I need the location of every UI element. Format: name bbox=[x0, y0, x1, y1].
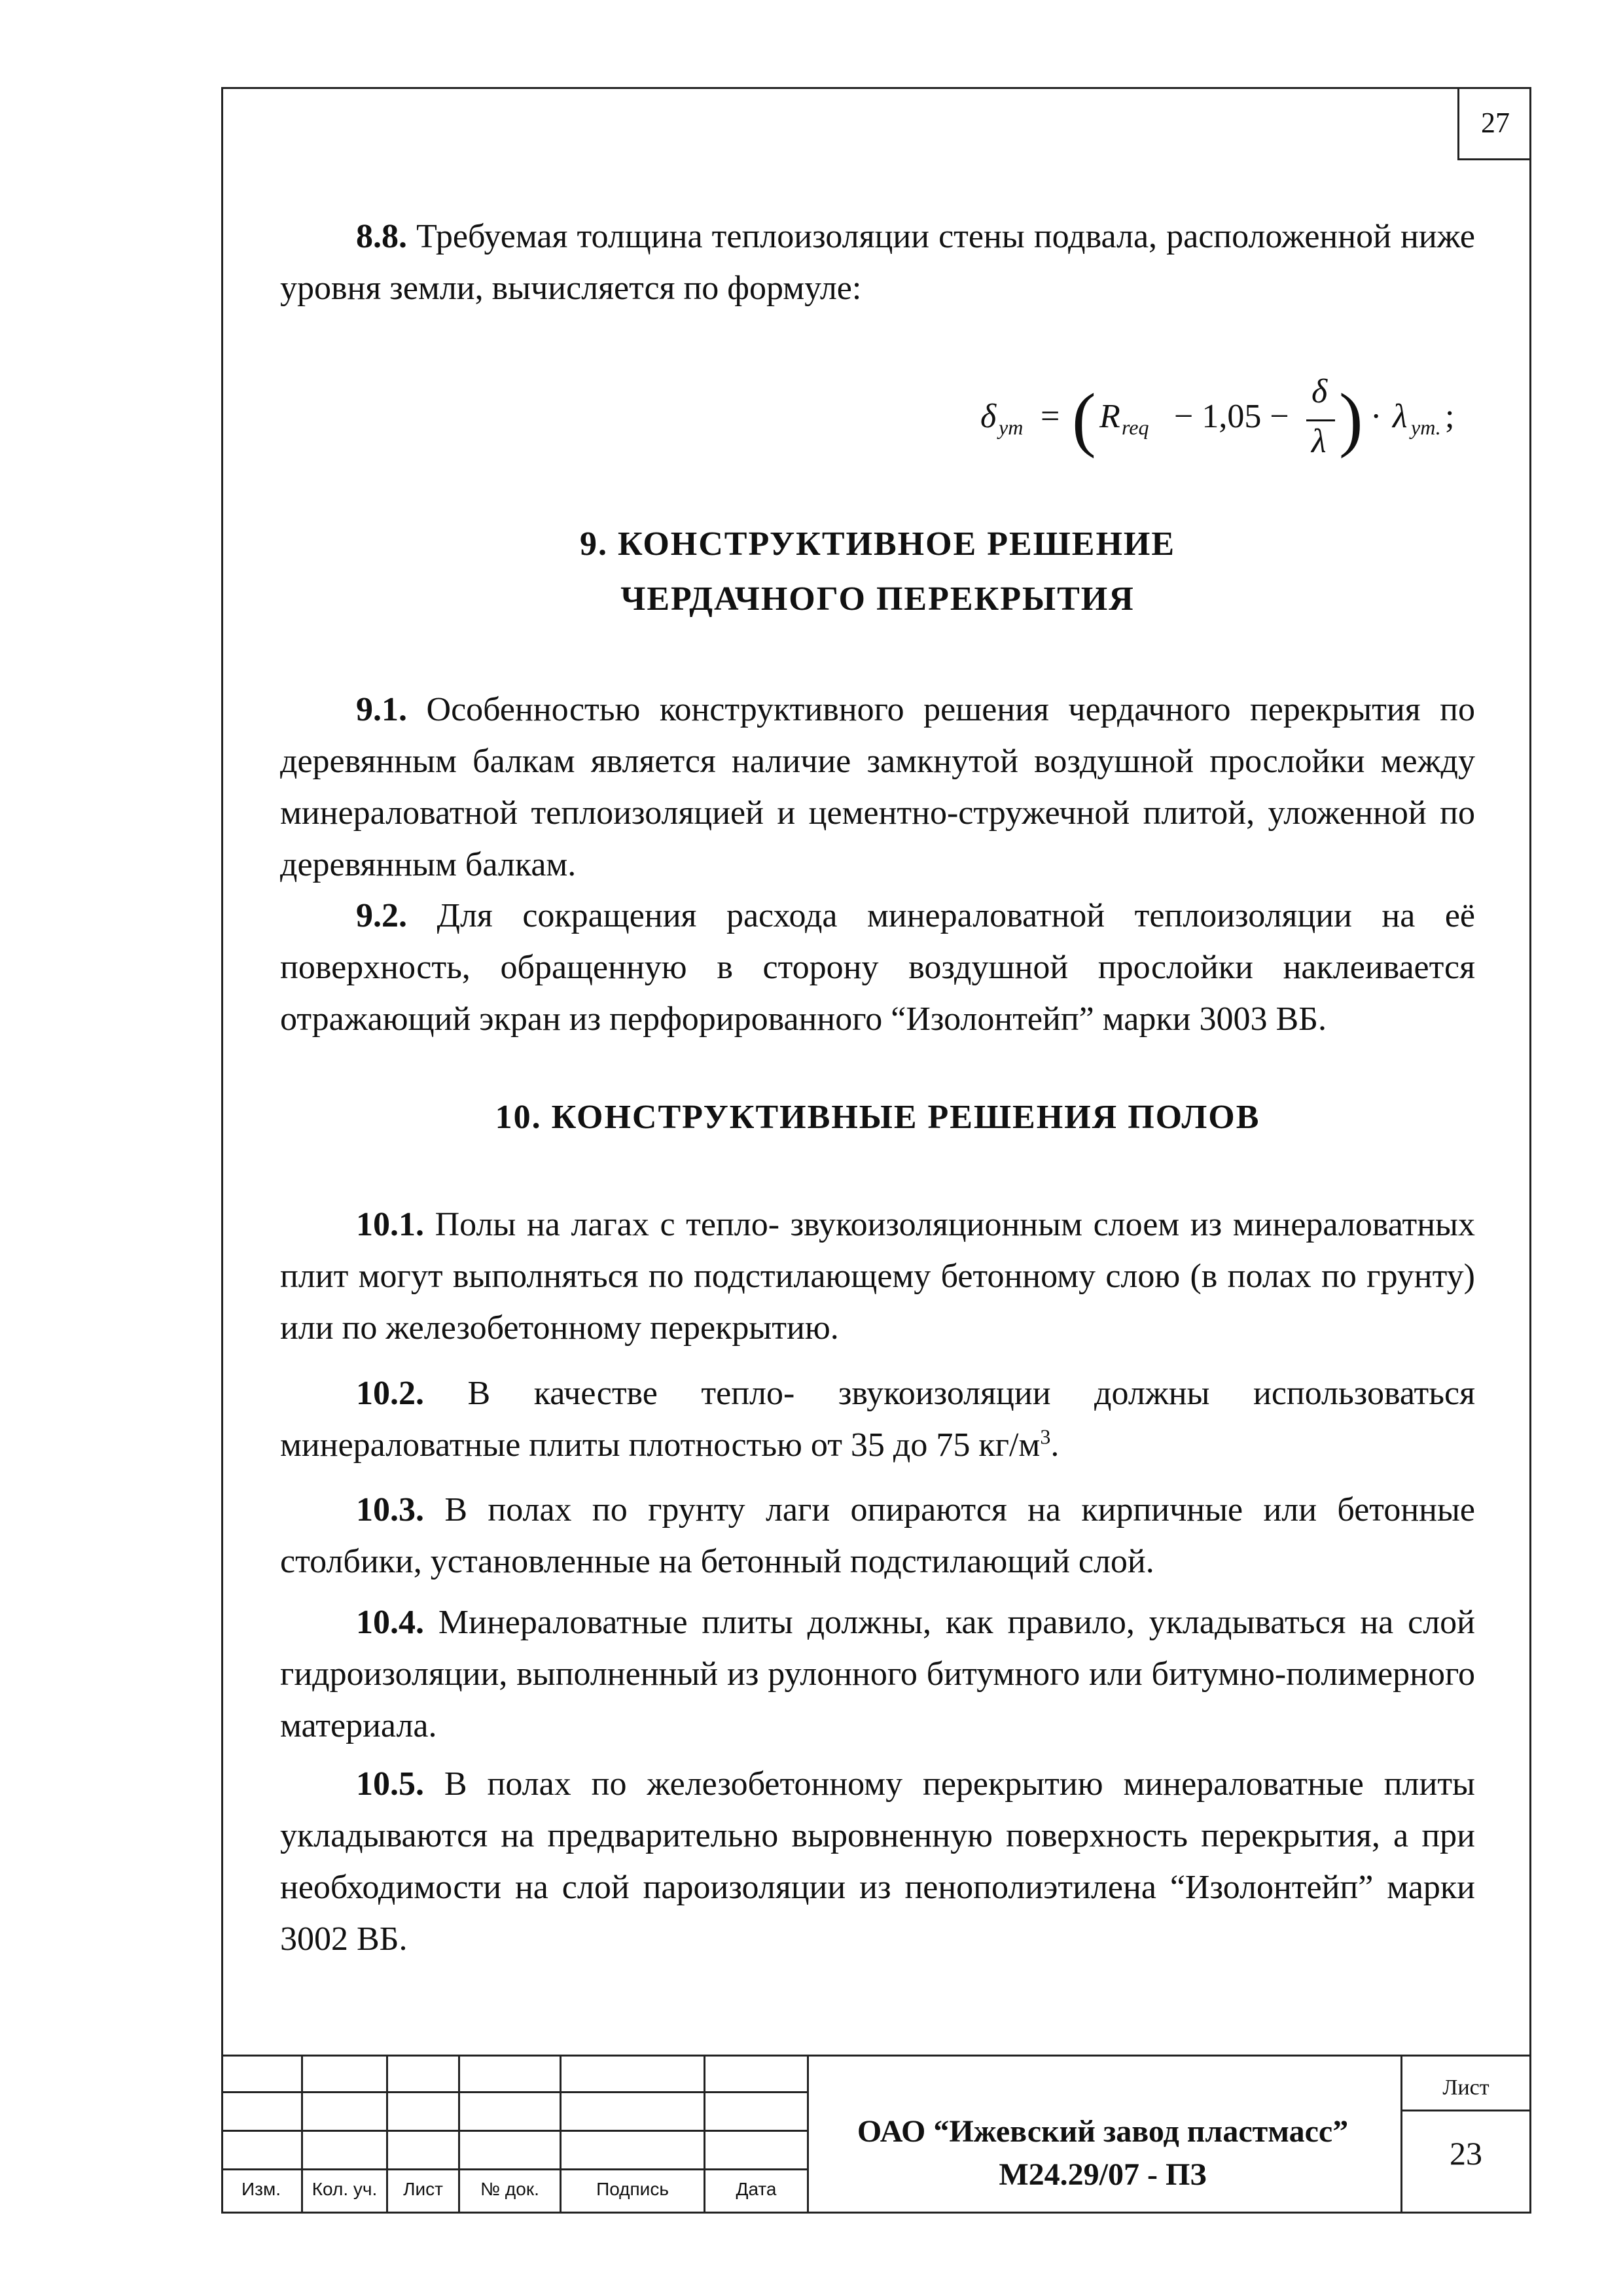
formula-paren-open: ( bbox=[1072, 379, 1096, 459]
paragraph-10-4 bbox=[280, 1597, 1475, 1752]
paragraph-text: В полах по железобетонному перекрытию минераловатные плиты укладываются на предварительно выровненную поверхность перекрытия, а при необходимости на слой пароизоляции из пенополиэтилена “Изолонтейп” марки 3002 ВБ. bbox=[280, 1765, 1475, 1958]
title-block-row-line bbox=[221, 2168, 807, 2170]
page-number-box bbox=[1457, 87, 1531, 160]
label-kol-uch: Кол. уч. bbox=[312, 2179, 378, 2199]
label-izm: Изм. bbox=[241, 2179, 281, 2199]
heading-9-line1: 9. КОНСТРУКТИВНОЕ РЕШЕНИЕ bbox=[579, 525, 1176, 563]
formula-equals: = bbox=[1041, 398, 1060, 435]
paragraph-text: Полы на лагах с тепло- звукоизоляционным слоем из минераловатных плит могут выполняться по подстилающему бетонному слою (в полах по грунту) или по железобетонному перекрытию. bbox=[280, 1206, 1475, 1347]
page-number: 27 bbox=[1481, 107, 1510, 139]
formula-fraction-bar bbox=[1306, 419, 1335, 421]
formula-paren-close: ) bbox=[1339, 379, 1363, 459]
sheet-number: 23 bbox=[1450, 2135, 1482, 2172]
paragraph-number: 10.5. bbox=[356, 1765, 424, 1803]
sheet-label: Лист bbox=[1442, 2075, 1489, 2100]
paragraph-10-2 bbox=[280, 1368, 1475, 1471]
paragraph-10-3 bbox=[280, 1484, 1475, 1587]
paragraph-10-1 bbox=[280, 1199, 1475, 1354]
paragraph-number: 9.1. bbox=[356, 691, 407, 728]
paragraph-tail: . bbox=[1050, 1426, 1060, 1464]
formula-fraction-numerator: δ bbox=[1311, 373, 1328, 410]
formula-r: R bbox=[1099, 398, 1120, 435]
label-doc-no: № док. bbox=[480, 2179, 539, 2199]
formula-dot: · bbox=[1370, 398, 1382, 435]
label-date: Дата bbox=[736, 2179, 777, 2199]
paragraph-8-8 bbox=[280, 211, 1475, 314]
paragraph-number: 8.8. bbox=[356, 218, 407, 255]
title-block-row-line bbox=[221, 2091, 807, 2093]
paragraph-number: 10.4. bbox=[356, 1604, 424, 1641]
heading-9-line2: ЧЕРДАЧНОГО ПЕРЕКРЫТИЯ bbox=[620, 580, 1135, 618]
paragraph-text: Для сокращения расхода минераловатной теплоизоляции на её поверхность, обращенную в сторону воздушной прослойки наклеивается отражающий экран из перфорированного “Изолонтейп” марки 3003 ВБ. bbox=[280, 897, 1475, 1038]
paragraph-number: 10.2. bbox=[356, 1375, 424, 1412]
paragraph-9-2 bbox=[280, 890, 1475, 1045]
paragraph-number: 10.1. bbox=[356, 1206, 424, 1243]
superscript: 3 bbox=[1040, 1424, 1051, 1449]
formula bbox=[980, 370, 1455, 468]
paragraph-text: Минераловатные плиты должны, как правило, укладываться на слой гидроизоляции, выполненный из рулонного битумного или битумно-полимерного материала. bbox=[280, 1604, 1475, 1744]
paragraph-number: 10.3. bbox=[356, 1491, 424, 1528]
formula-subscript: ут bbox=[999, 415, 1024, 439]
label-list: Лист bbox=[403, 2179, 443, 2199]
paragraph-text: Особенностью конструктивного решения чердачного перекрытия по деревянным балкам является наличие замкнутой воздушной прослойки между минераловатной теплоизоляцией и цементно-стружечной плитой, уложенной по деревянным балкам. bbox=[280, 691, 1475, 883]
paragraph-text: В качестве тепло- звукоизоляции должны использоваться минераловатные плиты плотностью от 35 до 75 кг/м bbox=[280, 1375, 1475, 1464]
organization-name: ОАО “Ижевский завод пластмасс” bbox=[857, 2114, 1349, 2149]
formula-subscript: req bbox=[1122, 415, 1149, 439]
paragraph-text: Требуемая толщина теплоизоляции стены подвала, расположенной ниже уровня земли, вычисляется по формуле: bbox=[280, 218, 1475, 307]
formula-subscript: ут. bbox=[1411, 415, 1441, 439]
organization bbox=[807, 2110, 1399, 2197]
heading-10: 10. КОНСТРУКТИВНЫЕ РЕШЕНИЯ ПОЛОВ bbox=[495, 1099, 1260, 1136]
title-block-row-line bbox=[221, 2130, 807, 2132]
paragraph-10-5 bbox=[280, 1758, 1475, 1965]
label-signature: Подпись bbox=[596, 2179, 669, 2199]
title-block-top-line bbox=[221, 2055, 1531, 2057]
formula-lambda: λ bbox=[1393, 398, 1408, 435]
paragraph-text: В полах по грунту лаги опираются на кирпичные или бетонные столбики, установленные на бетонный подстилающий слой. bbox=[280, 1491, 1475, 1580]
formula-semicolon: ; bbox=[1445, 398, 1455, 435]
paragraph-9-1 bbox=[280, 684, 1475, 891]
paragraph-number: 9.2. bbox=[356, 897, 407, 934]
formula-term: − 1,05 − bbox=[1174, 398, 1289, 435]
formula-delta: δ bbox=[980, 398, 997, 435]
formula-fraction-denominator: λ bbox=[1311, 423, 1327, 460]
document-code: М24.29/07 - ПЗ bbox=[999, 2157, 1207, 2192]
title-block-row-line bbox=[1400, 2110, 1531, 2111]
